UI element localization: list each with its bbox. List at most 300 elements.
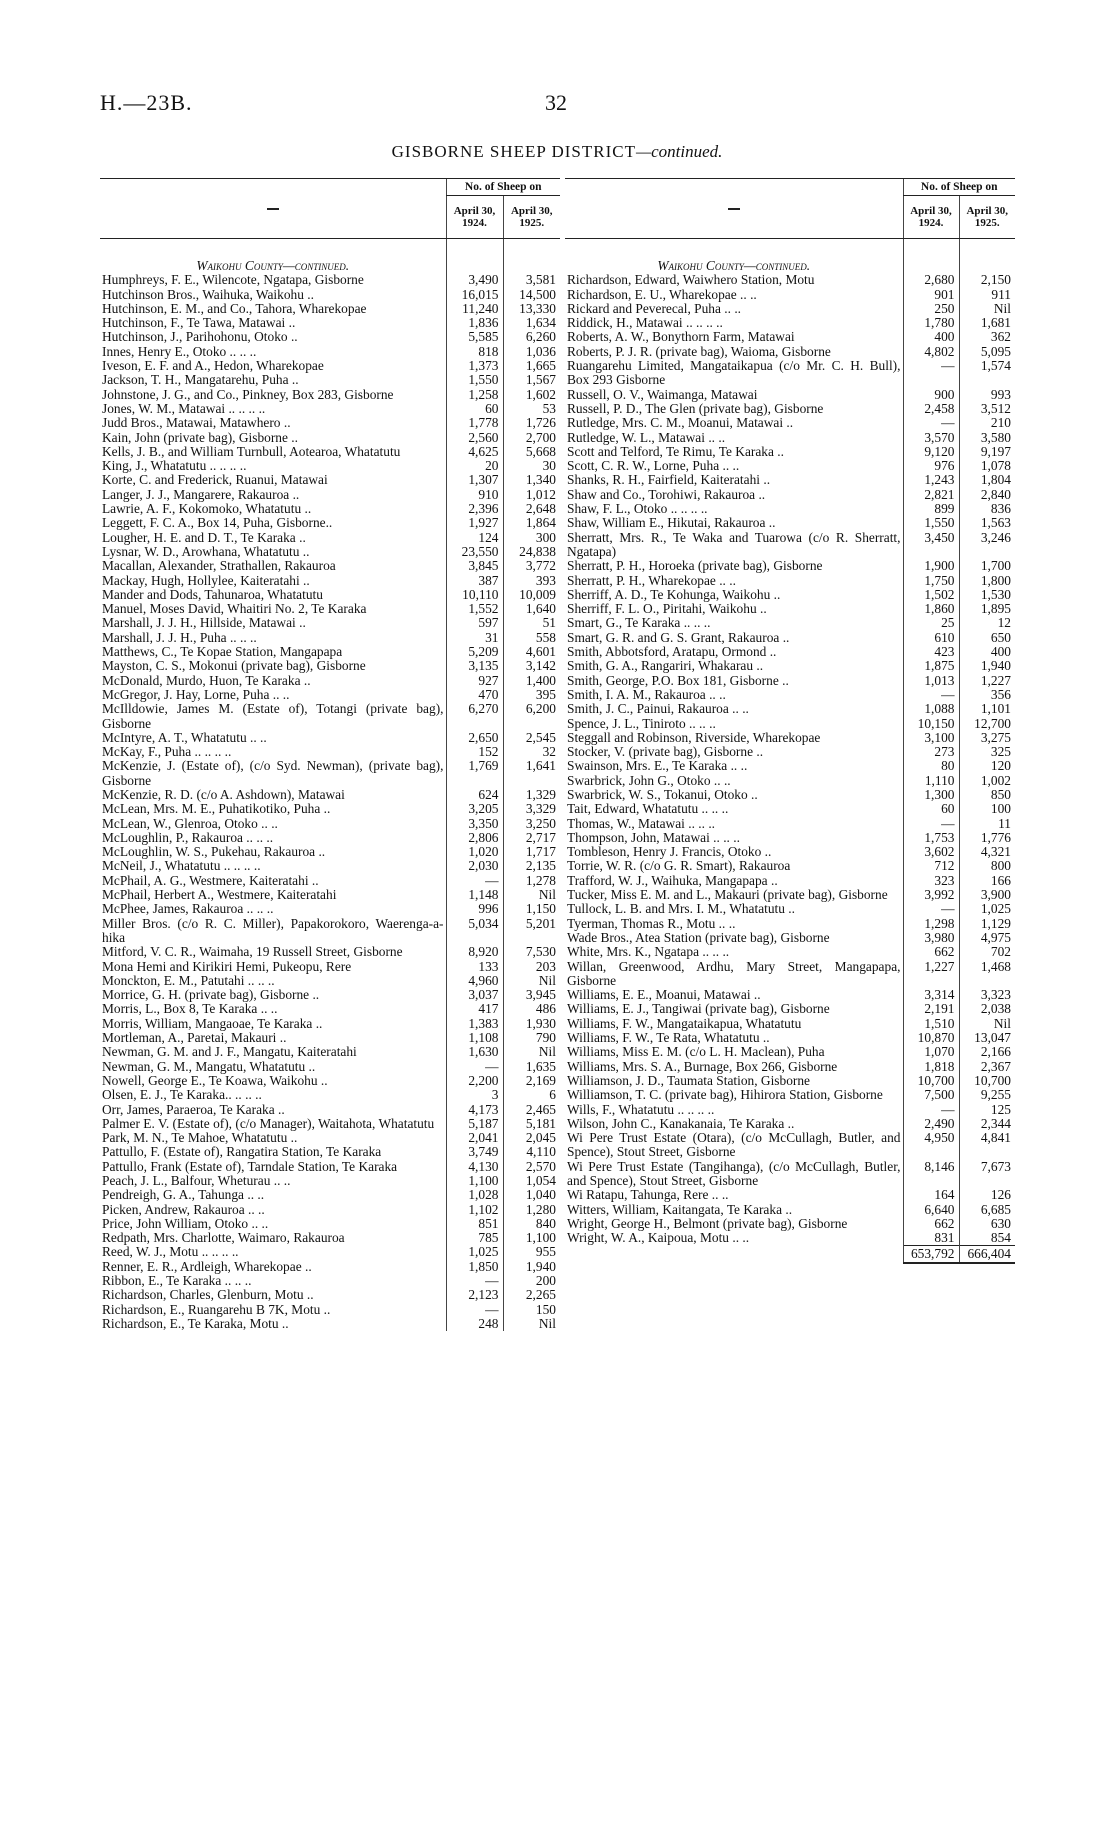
sheep-1925: 393 [503, 574, 560, 588]
table-row [100, 1317, 560, 1331]
sheep-1925: 1,036 [503, 345, 560, 359]
table-row [100, 831, 560, 845]
sheep-1925: 2,367 [959, 1060, 1015, 1074]
page-number: 32 [545, 90, 567, 115]
sheep-1924: 901 [903, 288, 959, 302]
owner-name: Monckton, E. M., Patutahi .. .. .. [102, 972, 275, 988]
sheep-1924: 3,135 [446, 659, 503, 673]
table-row [100, 802, 560, 816]
owner-name: Marshall, J. J. H., Hillside, Matawai .. [102, 615, 306, 631]
sheep-1925: 3,142 [503, 659, 560, 673]
sheep-1925: 150 [503, 1303, 560, 1317]
sheep-1924: 10,110 [446, 588, 503, 602]
sheep-1925: 6,260 [503, 330, 560, 344]
sheep-1924: — [446, 1274, 503, 1288]
table-row [100, 1188, 560, 1202]
sheep-1924: 1,927 [446, 516, 503, 530]
owner-name: Stocker, V. (private bag), Gisborne .. [567, 744, 764, 760]
sheep-1924: 1,020 [446, 845, 503, 859]
sheep-1925: 10,700 [959, 1074, 1015, 1088]
no-sheep-header: No. of Sheep on [446, 179, 560, 196]
table-row [565, 330, 1015, 344]
sheep-1924: 400 [903, 330, 959, 344]
sheep-1924: 1,502 [903, 588, 959, 602]
table-row [100, 359, 560, 373]
sheep-1925: 1,150 [503, 902, 560, 916]
table-row [565, 1017, 1015, 1031]
sheep-1924: 4,950 [903, 1131, 959, 1160]
sheep-1925: 2,648 [503, 502, 560, 516]
owner-name: Williams, F. W., Mangataikapua, Whatatutu [567, 1015, 802, 1031]
sheep-1924: 5,585 [446, 330, 503, 344]
table-row [565, 874, 1015, 888]
table-row [100, 731, 560, 745]
owner-name: Smart, G., Te Karaka .. .. .. [567, 615, 711, 631]
sheep-1925: 3,900 [959, 888, 1015, 902]
table-row [565, 1117, 1015, 1131]
table-row [565, 1045, 1015, 1059]
sheep-1924: 1,227 [903, 960, 959, 989]
owner-name: Hutchinson, F., Te Tawa, Matawai .. [102, 315, 296, 331]
sheep-1924: — [446, 874, 503, 888]
owner-column-header [100, 179, 446, 239]
right-table [565, 178, 1015, 1264]
table-row [100, 1002, 560, 1016]
table-row [565, 645, 1015, 659]
sheep-1924: 910 [446, 488, 503, 502]
sheep-1924: 20 [446, 459, 503, 473]
sheep-1925: 2,045 [503, 1131, 560, 1145]
owner-name: Wi Pere Trust Estate (Tangihanga), (c/o McCullagh, Butler, and Spence), Stout Street, Gisborne [567, 1158, 901, 1188]
owner-name: Hutchinson, E. M., and Co., Tahora, Wharekopae [102, 300, 367, 316]
table-row [100, 888, 560, 902]
owner-name: Matthews, C., Te Kopae Station, Mangapapa [102, 644, 343, 660]
sheep-1924: 1,300 [903, 788, 959, 802]
owner-name: Lysnar, W. D., Arowhana, Whatatutu .. [102, 543, 310, 559]
sheep-1924: 10,700 [903, 1074, 959, 1088]
owner-name: Wright, W. A., Kaipoua, Motu .. .. [567, 1230, 750, 1246]
sheep-1924: 152 [446, 745, 503, 759]
owner-name: McLean, Mrs. M. E., Puhatikotiko, Puha .. [102, 801, 331, 817]
table-row [100, 1203, 560, 1217]
sheep-1925: 4,110 [503, 1145, 560, 1159]
owner-name: Kain, John (private bag), Gisborne .. [102, 429, 298, 445]
sheep-1925: 1,717 [503, 845, 560, 859]
no-sheep-header: No. of Sheep on [903, 179, 1015, 196]
table-row [565, 602, 1015, 616]
owner-name: Pendreigh, G. A., Tahunga .. .. [102, 1187, 265, 1203]
table-row [565, 273, 1015, 287]
table-row [100, 445, 560, 459]
sheep-1924: 1,013 [903, 674, 959, 688]
owner-name: Spence, J. L., Tiniroto .. .. .. [567, 715, 716, 731]
owner-name: Macallan, Alexander, Strathallen, Rakauroa [102, 558, 336, 574]
sheep-1924: 2,123 [446, 1288, 503, 1302]
sheep-1925: 1,129 [959, 917, 1015, 931]
sheep-1925: 5,181 [503, 1117, 560, 1131]
table-row [565, 431, 1015, 445]
table-row [565, 745, 1015, 759]
sheep-1925: 911 [959, 288, 1015, 302]
table-row [565, 802, 1015, 816]
owner-name: Williams, Miss E. M. (c/o L. H. Maclean), Puha [567, 1044, 825, 1060]
sheep-1925: 1,278 [503, 874, 560, 888]
sheep-1924: 927 [446, 674, 503, 688]
owner-name: Morris, L., Box 8, Te Karaka .. .. [102, 1001, 278, 1017]
table-row [100, 288, 560, 302]
table-row [565, 416, 1015, 430]
owner-name: Tullock, L. B. and Mrs. I. M., Whatatutu .. [567, 901, 796, 917]
sheep-1924: 1,307 [446, 473, 503, 487]
owner-name: Korte, C. and Frederick, Ruanui, Matawai [102, 472, 328, 488]
owner-name: Riddick, H., Matawai .. .. .. .. [567, 315, 723, 331]
table-row [565, 531, 1015, 560]
sheep-1924: 831 [903, 1231, 959, 1246]
sheep-1925: 3,512 [959, 402, 1015, 416]
owner-name: Innes, Henry E., Otoko .. .. .. [102, 343, 257, 359]
table-row [565, 845, 1015, 859]
sheep-1924: 1,373 [446, 359, 503, 373]
sheep-1924: 6,270 [446, 702, 503, 731]
sheep-1925: 1,329 [503, 788, 560, 802]
sheep-1924: 1,750 [903, 574, 959, 588]
sheep-1925: 1,340 [503, 473, 560, 487]
sheep-1925: 1,940 [503, 1260, 560, 1274]
sheep-1925: 4,321 [959, 845, 1015, 859]
owner-name: Williams, E. J., Tangiwai (private bag), Gisborne [567, 1001, 830, 1017]
sheep-1924: 417 [446, 1002, 503, 1016]
owner-name: Williamson, T. C. (private bag), Hihirora Station, Gisborne [567, 1087, 883, 1103]
table-row [565, 1188, 1015, 1202]
owner-name: McPhail, Herbert A., Westmere, Kaiteratahi [102, 887, 337, 903]
owner-name: Lawrie, A. F., Kokomoko, Whatatutu .. [102, 501, 312, 517]
sheep-1925: 790 [503, 1031, 560, 1045]
owner-name: McLean, W., Glenroa, Otoko .. .. [102, 815, 278, 831]
table-row [100, 502, 560, 516]
sheep-1924: 2,458 [903, 402, 959, 416]
sheep-1925: 955 [503, 1245, 560, 1259]
sheep-1924: 133 [446, 960, 503, 974]
sheep-1925: 6,685 [959, 1203, 1015, 1217]
owner-name: Shaw and Co., Torohiwi, Rakauroa .. [567, 486, 766, 502]
owner-name: McIlldowie, James M. (Estate of), Totangi (private bag), Gisborne [102, 701, 444, 731]
table-row [565, 402, 1015, 416]
sheep-1925: 1,101 [959, 702, 1015, 716]
sheep-1925: 11 [959, 817, 1015, 831]
sheep-1924: 4,960 [446, 974, 503, 988]
table-row [565, 488, 1015, 502]
sheep-1925: 7,530 [503, 945, 560, 959]
sheep-1924: 1,108 [446, 1031, 503, 1045]
sheep-1924: 250 [903, 302, 959, 316]
owner-name: Russell, O. V., Waimanga, Matawai [567, 386, 758, 402]
sheep-1924: 1,875 [903, 659, 959, 673]
owner-name: McDonald, Murdo, Huon, Te Karaka .. [102, 672, 311, 688]
sheep-1925: 51 [503, 616, 560, 630]
right-column [565, 178, 1015, 1264]
owner-name: Shaw, William E., Hikutai, Rakauroa .. [567, 515, 776, 531]
sheep-1924: 1,769 [446, 759, 503, 788]
district-title: GISBORNE SHEEP DISTRICT [391, 142, 636, 161]
sheep-1925: 1,634 [503, 316, 560, 330]
sheep-1925: 4,601 [503, 645, 560, 659]
table-row [565, 902, 1015, 916]
owner-name: McIntyre, A. T., Whatatutu .. .. [102, 729, 267, 745]
sheep-1925: 2,344 [959, 1117, 1015, 1131]
table-row [100, 574, 560, 588]
sheep-1925: 4,975 [959, 931, 1015, 945]
owner-name: Sherriff, F. L. O., Piritahi, Waikohu .. [567, 601, 767, 617]
sheep-1925: 14,500 [503, 288, 560, 302]
section-row [100, 239, 560, 274]
sheep-1925: 1,100 [503, 1231, 560, 1245]
owner-name: Sherratt, P. H., Wharekopae .. .. [567, 572, 736, 588]
owner-name: Scott and Telford, Te Rimu, Te Karaka .. [567, 443, 784, 459]
sheep-1925: 2,570 [503, 1160, 560, 1174]
table-row [100, 902, 560, 916]
table-row [100, 1174, 560, 1188]
sheep-1924: 3,205 [446, 802, 503, 816]
owner-name: Manuel, Moses David, Whaitiri No. 2, Te Karaka [102, 601, 367, 617]
sheep-1925: 9,197 [959, 445, 1015, 459]
owner-name: Johnstone, J. G., and Co., Pinkney, Box 283, Gisborne [102, 386, 394, 402]
sheep-1924: 2,821 [903, 488, 959, 502]
sheep-1924: 1,298 [903, 917, 959, 931]
sheep-1924: — [446, 1060, 503, 1074]
sheep-1925: 1,640 [503, 602, 560, 616]
sheep-1925: 12,700 [959, 717, 1015, 731]
owner-name: Wade Bros., Atea Station (private bag), Gisborne [567, 929, 830, 945]
table-row [100, 302, 560, 316]
table-row [100, 1017, 560, 1031]
sheep-1925: Nil [503, 1045, 560, 1059]
table-row [100, 1074, 560, 1088]
sheep-1924: 610 [903, 631, 959, 645]
sheep-1924: 3 [446, 1088, 503, 1102]
table-row [100, 1217, 560, 1231]
owner-name: Picken, Andrew, Rakauroa .. .. [102, 1201, 265, 1217]
owner-name: McGregor, J. Hay, Lorne, Puha .. .. [102, 686, 290, 702]
table-row [565, 731, 1015, 745]
table-row [565, 659, 1015, 673]
sheep-1925: 126 [959, 1188, 1015, 1202]
sheep-1925: 2,038 [959, 1002, 1015, 1016]
table-row [565, 945, 1015, 959]
sheep-1925: 1,040 [503, 1188, 560, 1202]
sheep-1924: 2,806 [446, 831, 503, 845]
table-row [100, 1274, 560, 1288]
table-row [565, 616, 1015, 630]
table-row [565, 859, 1015, 873]
table-row [100, 845, 560, 859]
sheep-1924: 1,780 [903, 316, 959, 330]
sheep-1924: 2,191 [903, 1002, 959, 1016]
sheep-1925: 6,200 [503, 702, 560, 731]
sheep-1925: 13,047 [959, 1031, 1015, 1045]
table-row [100, 1288, 560, 1302]
sheep-1925: Nil [959, 1017, 1015, 1031]
sheep-1924: 11,240 [446, 302, 503, 316]
owner-name: Tucker, Miss E. M. and L., Makauri (private bag), Gisborne [567, 887, 888, 903]
table-row [100, 531, 560, 545]
sheep-1925: 650 [959, 631, 1015, 645]
table-row [100, 1145, 560, 1159]
table-row [100, 974, 560, 988]
sheep-1924: 2,490 [903, 1117, 959, 1131]
sheep-1925: Nil [503, 888, 560, 902]
sheep-1925: 325 [959, 745, 1015, 759]
sheep-1924: 624 [446, 788, 503, 802]
owner-name: Sherratt, Mrs. R., Te Waka and Tuarowa (c/o R. Sherratt, Ngatapa) [567, 529, 901, 559]
owner-name: Swarbrick, W. S., Tokanui, Otoko .. [567, 786, 758, 802]
sheep-1924: 5,187 [446, 1117, 503, 1131]
sheep-1925: 1,700 [959, 559, 1015, 573]
sheep-1925: 800 [959, 859, 1015, 873]
sheep-1924: 2,680 [903, 273, 959, 287]
owner-name: Pattullo, Frank (Estate of), Tarndale Station, Te Karaka [102, 1158, 398, 1174]
sheep-1924: 9,120 [903, 445, 959, 459]
sheep-1925: 5,095 [959, 345, 1015, 359]
total-1924: 653,792 [903, 1246, 959, 1263]
sheep-1925: 4,841 [959, 1131, 1015, 1160]
sheep-1925: 1,400 [503, 674, 560, 688]
owner-name: Kells, J. B., and William Turnbull, Aotearoa, Whatatutu [102, 443, 401, 459]
sheep-1925: 400 [959, 645, 1015, 659]
table-row [565, 888, 1015, 902]
sheep-1925: 2,166 [959, 1045, 1015, 1059]
sheep-1925: 356 [959, 688, 1015, 702]
sheep-1924: 3,845 [446, 559, 503, 573]
table-row [100, 859, 560, 873]
sheep-1925: 3,246 [959, 531, 1015, 560]
sheep-1925: 125 [959, 1103, 1015, 1117]
sheep-1925: 558 [503, 631, 560, 645]
table-row [565, 788, 1015, 802]
owner-name: McNeil, J., Whatatutu .. .. .. .. [102, 858, 261, 874]
owner-name: Nowell, George E., Te Koawa, Waikohu .. [102, 1072, 328, 1088]
sheep-1924: 976 [903, 459, 959, 473]
table-row [100, 1303, 560, 1317]
sheep-1925: 2,700 [503, 431, 560, 445]
owner-name: Wi Pere Trust Estate (Otara), (c/o McCullagh, Butler, and Spence), Stout Street, Gisborne [567, 1130, 901, 1160]
sheep-1925: Nil [503, 974, 560, 988]
sheep-1924: 1,383 [446, 1017, 503, 1031]
table-row [100, 817, 560, 831]
owner-name: Richardson, E., Ruangarehu B 7K, Motu .. [102, 1301, 331, 1317]
sheep-1924: 2,396 [446, 502, 503, 516]
owner-name: Mitford, V. C. R., Waimaha, 19 Russell Street, Gisborne [102, 944, 403, 960]
owner-name: Mona Hemi and Kirikiri Hemi, Pukeopu, Rere [102, 958, 352, 974]
table-row [100, 788, 560, 802]
table-row [565, 473, 1015, 487]
sheep-1925: 993 [959, 388, 1015, 402]
table-row [565, 702, 1015, 716]
sheep-1925: 210 [959, 416, 1015, 430]
sheep-1924: 712 [903, 859, 959, 873]
sheep-1924: 8,146 [903, 1160, 959, 1189]
table-row [100, 602, 560, 616]
table-row [100, 616, 560, 630]
owner-name: Olsen, E. J., Te Karaka.. .. .. .. [102, 1087, 262, 1103]
sheep-1925: 395 [503, 688, 560, 702]
sheep-1925: 702 [959, 945, 1015, 959]
sheep-1925: 854 [959, 1231, 1015, 1246]
sheep-1925: 3,581 [503, 273, 560, 287]
owner-column-header [565, 179, 903, 239]
section-heading: Waikohu County—continued. [196, 258, 350, 273]
sheep-1925: 486 [503, 1002, 560, 1016]
sheep-1925: 1,602 [503, 388, 560, 402]
table-row [100, 459, 560, 473]
sheep-1924: 996 [446, 902, 503, 916]
sheep-1924: 7,500 [903, 1088, 959, 1102]
table-row [100, 488, 560, 502]
table-row [100, 745, 560, 759]
sheep-1925: 5,201 [503, 917, 560, 946]
sheep-1925: 2,135 [503, 859, 560, 873]
table-row [565, 988, 1015, 1002]
year-1924-header: April 30, 1924. [903, 196, 959, 239]
owner-name: Sherratt, P. H., Horoeka (private bag), Gisborne [567, 558, 823, 574]
sheep-1925: 12 [959, 616, 1015, 630]
sheep-1924: 1,753 [903, 831, 959, 845]
table-row [100, 702, 560, 731]
sheep-1924: 3,350 [446, 817, 503, 831]
owner-name: Richardson, E. U., Wharekopae .. .. [567, 286, 757, 302]
table-row [565, 1088, 1015, 1102]
sheep-1924: 470 [446, 688, 503, 702]
owner-name: McKenzie, R. D. (c/o A. Ashdown), Matawai [102, 786, 345, 802]
sheep-1924: 60 [446, 402, 503, 416]
sheep-1925: 2,265 [503, 1288, 560, 1302]
table-row [100, 431, 560, 445]
owner-name: Rutledge, Mrs. C. M., Moanui, Matawai .. [567, 415, 794, 431]
sheep-1924: 1,550 [446, 373, 503, 387]
sheep-1924: 851 [446, 1217, 503, 1231]
sheep-1925: 203 [503, 960, 560, 974]
sheep-1924: 60 [903, 802, 959, 816]
sheep-1924: 3,980 [903, 931, 959, 945]
owner-name: Pattullo, F. (Estate of), Rangatira Station, Te Karaka [102, 1144, 382, 1160]
table-row [100, 1117, 560, 1131]
table-row [565, 1203, 1015, 1217]
table-row [565, 345, 1015, 359]
sheep-1924: — [903, 1103, 959, 1117]
sheep-1925: Nil [503, 1317, 560, 1331]
sheep-1925: 1,530 [959, 588, 1015, 602]
sheep-1925: 850 [959, 788, 1015, 802]
owner-name: Russell, P. D., The Glen (private bag), Gisborne [567, 400, 824, 416]
owner-name: Jackson, T. H., Mangatarehu, Puha .. [102, 372, 299, 388]
owner-name: Ribbon, E., Te Karaka .. .. .. [102, 1273, 252, 1289]
sheep-1924: 1,100 [446, 1174, 503, 1188]
table-row [565, 917, 1015, 931]
owner-name: Rickard and Peverecal, Puha .. .. [567, 300, 742, 316]
table-row [565, 674, 1015, 688]
owner-name: Lougher, H. E. and D. T., Te Karaka .. [102, 529, 306, 545]
sheep-1924: — [903, 817, 959, 831]
owner-name: Wi Ratapu, Tahunga, Rere .. .. [567, 1187, 729, 1203]
owner-name: Smart, G. R. and G. S. Grant, Rakauroa .. [567, 629, 790, 645]
owner-name: Judd Bros., Matawai, Matawhero .. [102, 415, 291, 431]
owner-name: Williamson, J. D., Taumata Station, Gisborne [567, 1072, 810, 1088]
table-row [100, 1088, 560, 1102]
table-row [100, 1045, 560, 1059]
table-row [565, 631, 1015, 645]
owner-name: Thomas, W., Matawai .. .. .. [567, 815, 716, 831]
sheep-1924: 2,560 [446, 431, 503, 445]
owner-name: Redpath, Mrs. Charlotte, Waimaro, Rakauroa [102, 1230, 345, 1246]
